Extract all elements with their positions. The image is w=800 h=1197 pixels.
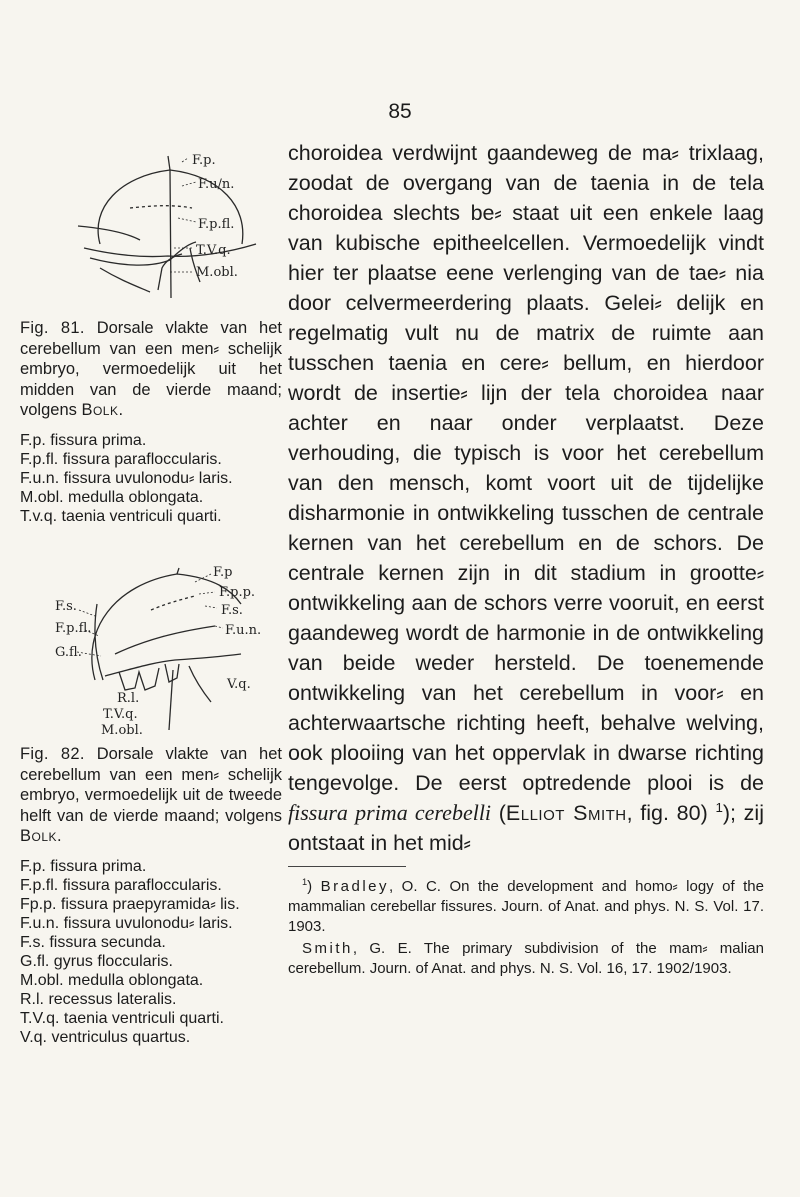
legend-item bbox=[20, 952, 282, 971]
legend-item bbox=[20, 933, 282, 952]
footnote-text: , G. E. The primary subdivision of the mam⸗ malian cerebellum. Journ. of Anat. and phys. N. S. Vol. 16, 17. 1902/1903. bbox=[288, 940, 764, 977]
label-fp: F.p. bbox=[192, 153, 216, 168]
legend-abbr: F.p.fl. bbox=[20, 450, 59, 468]
legend-item bbox=[20, 895, 282, 914]
ventricle-edge bbox=[189, 666, 211, 702]
legend-desc: recessus lateralis. bbox=[48, 990, 177, 1008]
legend-desc: medulla oblongata. bbox=[68, 488, 204, 506]
label-fun: F.u/n. bbox=[198, 177, 235, 192]
inner-contour bbox=[90, 242, 196, 265]
legend-item bbox=[20, 469, 282, 488]
medulla-left-edge bbox=[100, 268, 150, 292]
legend-abbr: M.obl. bbox=[20, 971, 64, 989]
legend-item bbox=[20, 971, 282, 990]
figure-81-caption bbox=[20, 318, 282, 421]
legend-item bbox=[20, 507, 282, 526]
legend-item bbox=[20, 990, 282, 1009]
legend-desc: fissura parafloccularis. bbox=[62, 450, 222, 468]
label-mobl: M.obl. bbox=[196, 265, 238, 280]
legend-desc: fissura parafloccularis. bbox=[62, 876, 222, 894]
body-text-part: ( bbox=[491, 801, 506, 825]
figure-82-caption-end: . bbox=[57, 827, 62, 845]
legend-item bbox=[20, 857, 282, 876]
legend-abbr: T.v.q. bbox=[20, 507, 58, 525]
figure-82-caption bbox=[20, 744, 282, 847]
figure-81-legend bbox=[20, 431, 282, 526]
legend-desc: medulla oblongata. bbox=[68, 971, 204, 989]
legend-item bbox=[20, 1009, 282, 1028]
figure-81-caption-end: . bbox=[118, 401, 124, 419]
figure-82-illustration bbox=[55, 560, 285, 738]
footnote-item bbox=[288, 939, 764, 979]
body-text-part: , fig. 80) bbox=[626, 801, 716, 825]
legend-abbr: T.V.q. bbox=[20, 1009, 60, 1027]
legend-item bbox=[20, 1028, 282, 1047]
figure-81-caption-author: Bolk bbox=[81, 401, 119, 419]
body-text-part: ); zij ontstaat in het mid⸗ bbox=[288, 801, 764, 855]
figure-81-caption-block bbox=[20, 318, 282, 526]
label-fpfl: F.p.fl. bbox=[198, 217, 235, 232]
midline bbox=[169, 670, 173, 730]
legend-desc: fissura prima. bbox=[50, 857, 147, 875]
legend-desc: taenia ventriculi quarti. bbox=[61, 507, 222, 525]
label-gfl: G.fl. bbox=[55, 645, 82, 660]
legend-abbr: F.p.fl. bbox=[20, 876, 59, 894]
legend-desc: taenia ventriculi quarti. bbox=[63, 1009, 224, 1027]
leader-fp bbox=[182, 158, 188, 162]
footnotes bbox=[288, 877, 764, 979]
fissura-prima-line bbox=[130, 206, 192, 208]
legend-abbr: F.p. bbox=[20, 431, 46, 449]
fissura-prima-line bbox=[151, 596, 195, 610]
label-fp: F.p bbox=[213, 565, 233, 580]
figure-82-caption-block bbox=[20, 744, 282, 1047]
legend-abbr: M.obl. bbox=[20, 488, 64, 506]
legend-abbr: R.l. bbox=[20, 990, 44, 1008]
legend-item bbox=[20, 876, 282, 895]
figure-82-number: Fig. 82. bbox=[20, 745, 85, 763]
label-fpp: F.p.p. bbox=[219, 585, 256, 600]
leader-fun bbox=[182, 182, 196, 186]
figure-82-legend bbox=[20, 857, 282, 1047]
figure-81-number: Fig. 81. bbox=[20, 319, 85, 337]
legend-abbr: F.p. bbox=[20, 857, 46, 875]
midline-top bbox=[177, 568, 179, 574]
label-fs-right: F.s. bbox=[221, 603, 243, 618]
left-hemisphere-line bbox=[95, 604, 103, 680]
label-tvq: T.V.q. bbox=[196, 243, 231, 258]
label-fpfl: F.p.fl. bbox=[55, 621, 92, 636]
midline bbox=[168, 156, 171, 298]
footnote-divider bbox=[288, 866, 406, 867]
figure-81-caption-text: Dorsale vlakte van het cerebellum van een men⸗ schelijk embryo, vermoedelijk uit het midden van de vierde maand; volgens bbox=[20, 319, 282, 419]
footnote-marker: 1 bbox=[302, 877, 308, 887]
figure-82-drawing bbox=[55, 560, 285, 738]
body-italic-term: fissura prima cerebelli bbox=[288, 800, 492, 825]
page-number: 85 bbox=[388, 100, 412, 123]
body-paragraph bbox=[288, 138, 764, 858]
footnote-reference[interactable]: 1 bbox=[715, 799, 723, 815]
legend-desc: fissura uvulonodu⸗ laris. bbox=[63, 469, 233, 487]
leader-fs-right bbox=[205, 606, 217, 608]
legend-abbr: F.s. bbox=[20, 933, 45, 951]
legend-abbr: F.u.n. bbox=[20, 914, 60, 932]
leader-fs-left bbox=[79, 610, 95, 616]
label-rl: R.l. bbox=[117, 691, 140, 706]
leader-fun bbox=[215, 626, 223, 628]
legend-abbr: Fp.p. bbox=[20, 895, 57, 913]
legend-desc: gyrus floccularis. bbox=[53, 952, 173, 970]
body-text-part: choroidea verdwijnt gaandeweg de ma⸗ trixlaag, zoodat de overgang van de taenia in de tela choroidea slechts be⸗ staat uit een enkele laag van kubische epitheelcellen. Vermoedelijk vindt hier ter plaatse eene verlenging van de tae⸗ nia door celvermeerdering plaats. Gelei⸗ delijk en regelmatig vult nu de matrix de ruimte aan tusschen taenia en cere⸗ bellum, en hierdoor wordt de insertie⸗ lijn der tela choroidea naar achter en naar onder verplaatst. Deze verhouding, die typisch is voor het cerebellum van den mensch, komt voort uit de tijdelijke disharmonie in ontwikkeling tusschen de centrale kernen van het cerebellum en de schors. De centrale kernen zijn in dit stadium in grootte⸗ontwikkeling aan de schors verre vooruit, en eerst gaandeweg wordt de harmonie in de ontwikkeling van beide weder hersteld. De toenemende ontwikkeling van het cerebellum in voor⸗ en achterwaartsche richting heeft, behalve welving, ook plooiing van het oppervlak in dwarse richting tengevolge. De eerst optredende plooi is de bbox=[288, 141, 764, 795]
legend-abbr: F.u.n. bbox=[20, 469, 60, 487]
legend-desc: fissura praepyramida⸗ lis. bbox=[60, 895, 240, 913]
figure-81-drawing bbox=[70, 148, 270, 308]
legend-abbr: V.q. bbox=[20, 1028, 47, 1046]
footnote-item: $^1$) Bradley, O. C. On the development and homo⸗ logy of the mammalian cerebellar fissures. Journ. of Anat. and phys. N. S. Vol. 17. 1903. bbox=[288, 877, 764, 935]
legend-item bbox=[20, 450, 282, 469]
label-fs-left: F.s. bbox=[55, 599, 77, 614]
legend-desc: fissura prima. bbox=[50, 431, 147, 449]
legend-item bbox=[20, 488, 282, 507]
figure-82-caption-text: Dorsale vlakte van het cerebellum van een men⸗ schelijk embryo, vermoedelijk uit de tweede helft van de vierde maand; volgens bbox=[20, 745, 282, 825]
footnote-author: Smith bbox=[302, 940, 353, 957]
legend-abbr: G.fl. bbox=[20, 952, 50, 970]
legend-item bbox=[20, 431, 282, 450]
footnote-author: Bradley bbox=[320, 878, 390, 895]
legend-desc: fissura secunda. bbox=[49, 933, 166, 951]
figure-82-caption-author: Bolk bbox=[20, 827, 58, 845]
leader-fpp bbox=[199, 592, 215, 594]
body-author: Elliot Smith bbox=[505, 801, 627, 825]
label-fun: F.u.n. bbox=[225, 623, 262, 638]
fissura-line bbox=[115, 626, 215, 654]
main-text-column bbox=[288, 138, 764, 981]
legend-item bbox=[20, 914, 282, 933]
leader-fpfl bbox=[178, 218, 196, 222]
footnote-text: , O. C. On the development and homo⸗ logy of the mammalian cerebellar fissures. Journ. of Anat. and phys. N. S. Vol. 17. 1903. bbox=[288, 878, 764, 935]
figure-81-illustration bbox=[70, 148, 270, 308]
left-hemisphere-line bbox=[78, 226, 140, 240]
label-vq: V.q. bbox=[227, 677, 251, 692]
label-mobl: M.obl. bbox=[101, 723, 143, 738]
label-tvq: T.V.q. bbox=[103, 707, 138, 722]
legend-desc: fissura uvulonodu⸗ laris. bbox=[63, 914, 233, 932]
legend-desc: ventriculus quartus. bbox=[51, 1028, 191, 1046]
